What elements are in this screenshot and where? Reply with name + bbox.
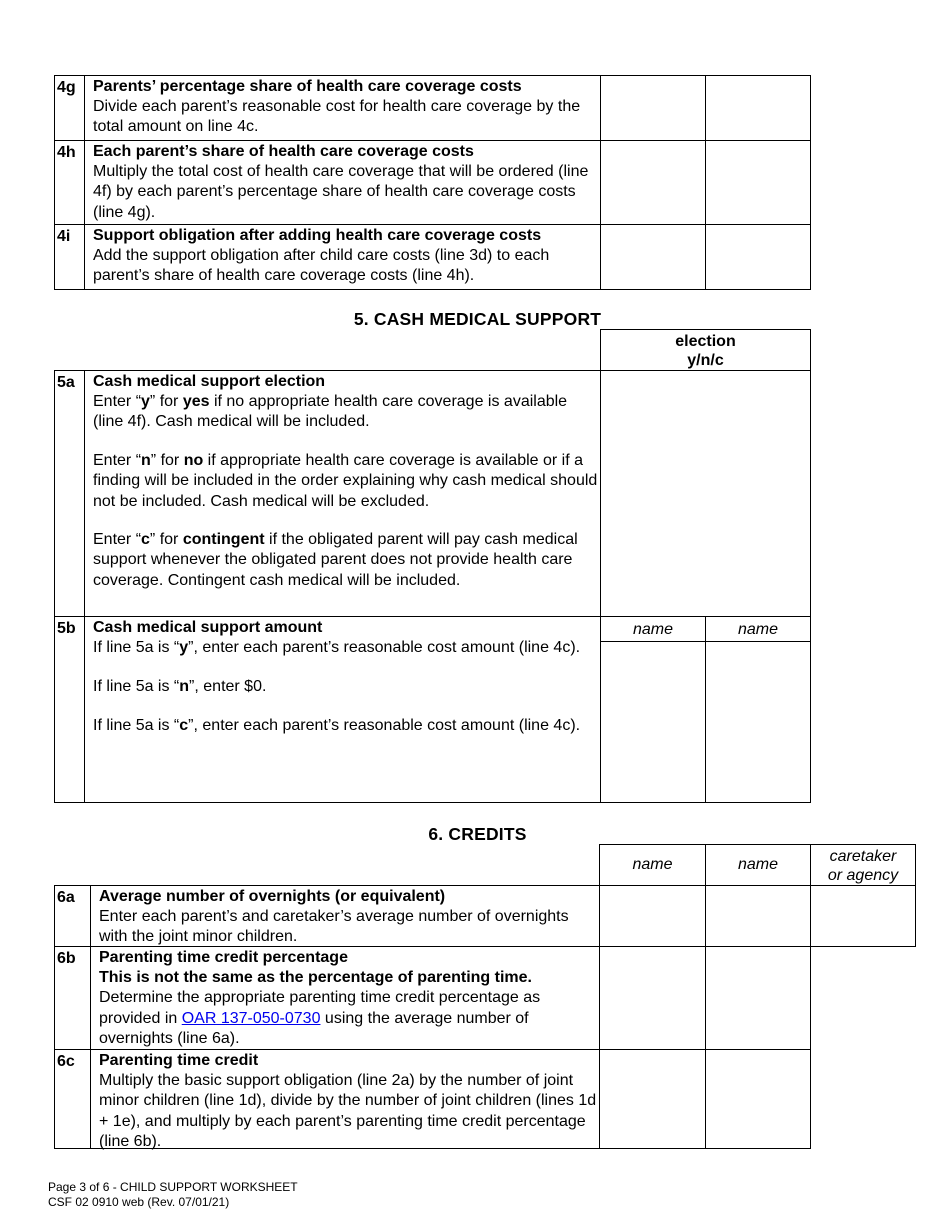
line-6c-instructions: Multiply the basic support obligation (line 2a) by the number of joint minor children (line 1d), divide by the number of joint children (lines 1d + 1e), and multiply by each parent’s parenting time credit percentage (line 6b). bbox=[99, 1072, 597, 1150]
line-5b-description bbox=[84, 616, 601, 803]
caretaker-header-line2: or agency bbox=[827, 867, 899, 884]
line-5a-no-instructions: Enter “n” for no if appropriate health care coverage is available or if a finding will be included in the order explaining why cash medical should not be included. Cash medical will be excluded. bbox=[93, 452, 598, 510]
line-number-4h: 4h bbox=[54, 140, 85, 225]
caretaker-header-line1: caretaker bbox=[829, 848, 897, 865]
election-header-line1: election bbox=[675, 333, 736, 350]
line-6a-instructions: Enter each parent’s and caretaker’s average number of overnights with the joint minor children. bbox=[99, 908, 569, 946]
line-6c-parent2-field[interactable] bbox=[705, 1049, 811, 1149]
credits-caretaker-header bbox=[810, 844, 916, 886]
line-5b-contingent-instructions: If line 5a is “c”, enter each parent’s reasonable cost amount (line 4c). bbox=[93, 716, 581, 734]
line-5a-title: Cash medical support election bbox=[93, 373, 326, 390]
line-6b-parent1-field[interactable] bbox=[599, 946, 706, 1050]
line-number-4g: 4g bbox=[54, 75, 85, 141]
line-5b-parent2-field[interactable] bbox=[705, 641, 811, 803]
line-number-4i: 4i bbox=[54, 224, 85, 290]
line-6a-description bbox=[90, 885, 600, 947]
line-4h-description bbox=[84, 140, 601, 225]
line-5a-election-field[interactable] bbox=[600, 370, 811, 617]
line-4g-parent1-field[interactable] bbox=[600, 75, 706, 141]
section-5-heading: 5. CASH MEDICAL SUPPORT bbox=[353, 309, 602, 329]
line-5b-parent2-name-header: name bbox=[705, 616, 811, 642]
footer-page-info: Page 3 of 6 - CHILD SUPPORT WORKSHEET bbox=[48, 1180, 298, 1194]
line-4i-instructions: Add the support obligation after child care costs (line 3d) to each parent’s share of health care coverage costs (line 4h). bbox=[93, 247, 550, 285]
footer-form-id: CSF 02 0910 web (Rev. 07/01/21) bbox=[48, 1195, 230, 1209]
line-5b-no-instructions: If line 5a is “n”, enter $0. bbox=[93, 677, 267, 695]
line-6a-parent1-field[interactable] bbox=[599, 885, 706, 947]
line-number-6b: 6b bbox=[54, 946, 91, 1050]
line-number-5b: 5b bbox=[54, 616, 85, 803]
credits-parent2-name-header: name bbox=[705, 844, 811, 886]
credits-parent1-name-header: name bbox=[599, 844, 706, 886]
line-4g-description bbox=[84, 75, 601, 141]
line-4h-parent2-field[interactable] bbox=[705, 140, 811, 225]
line-4h-instructions: Multiply the total cost of health care coverage that will be ordered (line 4f) by each parent’s percentage share of health care coverage costs (line 4g). bbox=[93, 163, 589, 221]
line-6b-description bbox=[90, 946, 600, 1050]
election-column-header bbox=[600, 329, 811, 371]
line-4g-parent2-field[interactable] bbox=[705, 75, 811, 141]
line-4g-instructions: Divide each parent’s reasonable cost for health care coverage by the total amount on line 4c. bbox=[93, 98, 581, 136]
line-6b-instructions: Determine the appropriate parenting time credit percentage as provided in OAR 137-050-0730 using the average number of overnights (line 6a). bbox=[99, 989, 541, 1047]
line-6a-caretaker-field[interactable] bbox=[810, 885, 916, 947]
line-4i-title: Support obligation after adding health care coverage costs bbox=[93, 227, 542, 244]
line-4i-parent1-field[interactable] bbox=[600, 224, 706, 290]
line-6c-parent1-field[interactable] bbox=[599, 1049, 706, 1149]
line-5a-contingent-instructions: Enter “c” for contingent if the obligated parent will pay cash medical support whenever the obligated parent does not provide health care coverage. Contingent cash medical will be included. bbox=[93, 531, 578, 589]
line-4i-parent2-field[interactable] bbox=[705, 224, 811, 290]
line-4g-title: Parents’ percentage share of health care coverage costs bbox=[93, 78, 522, 95]
line-5b-title: Cash medical support amount bbox=[93, 619, 323, 636]
line-6b-parent2-field[interactable] bbox=[705, 946, 811, 1050]
line-5b-parent1-field[interactable] bbox=[600, 641, 706, 803]
line-5a-description bbox=[84, 370, 601, 617]
line-5a-yes-instructions: Enter “y” for yes if no appropriate health care coverage is available (line 4f). Cash medical will be included. bbox=[93, 393, 568, 431]
line-5b-parent1-name-header: name bbox=[600, 616, 706, 642]
page-footer bbox=[48, 1180, 448, 1210]
line-number-6c: 6c bbox=[54, 1049, 91, 1149]
line-6b-title: Parenting time credit percentage bbox=[99, 949, 348, 966]
line-6c-description bbox=[90, 1049, 600, 1149]
line-6a-parent2-field[interactable] bbox=[705, 885, 811, 947]
line-6a-title: Average number of overnights (or equivalent) bbox=[99, 888, 446, 905]
line-number-6a: 6a bbox=[54, 885, 91, 947]
line-4i-description bbox=[84, 224, 601, 290]
election-header-line2: y/n/c bbox=[687, 352, 724, 369]
line-6c-title: Parenting time credit bbox=[99, 1052, 259, 1069]
line-number-5a: 5a bbox=[54, 370, 85, 617]
section-6-heading: 6. CREDITS bbox=[428, 824, 527, 844]
line-4h-parent1-field[interactable] bbox=[600, 140, 706, 225]
line-5b-yes-instructions: If line 5a is “y”, enter each parent’s reasonable cost amount (line 4c). bbox=[93, 639, 581, 657]
line-6b-subtitle: This is not the same as the percentage of parenting time. bbox=[99, 969, 532, 987]
line-4h-title: Each parent’s share of health care coverage costs bbox=[93, 143, 474, 160]
oar-rule-link[interactable]: OAR 137-050-0730 bbox=[181, 1009, 321, 1027]
